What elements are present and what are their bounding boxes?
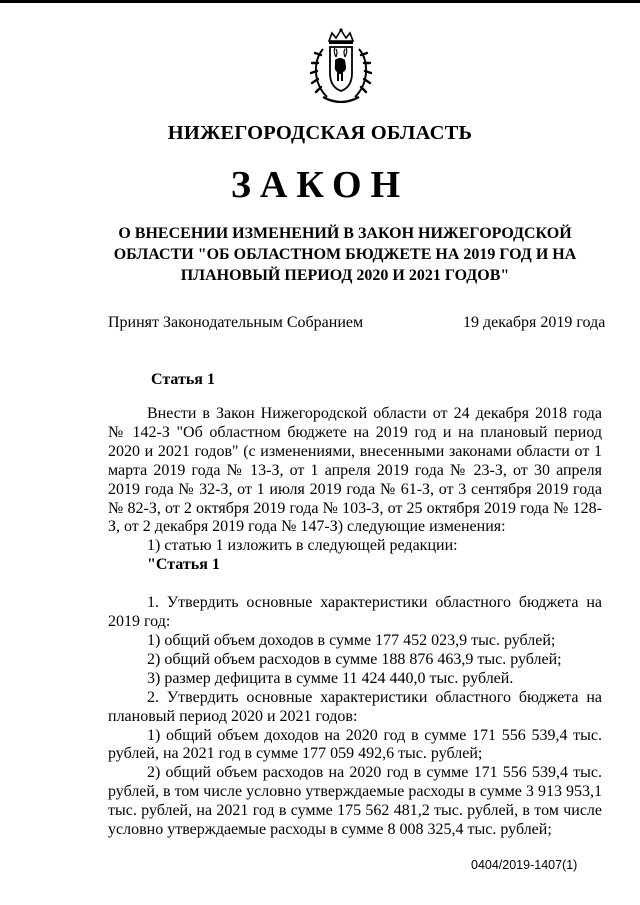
coat-of-arms-icon bbox=[301, 27, 381, 107]
paragraph-item: 1) статью 1 изложить в следующей редакции: bbox=[147, 537, 458, 555]
paragraph-gap bbox=[108, 575, 602, 594]
region-name: НИЖЕГОРОДСКАЯ ОБЛАСТЬ bbox=[167, 122, 473, 144]
paragraph-item: 2. Утвердить основные характеристики областного бюджета на плановый период 2020 и 2021 годов: bbox=[108, 688, 602, 725]
paragraph-item: 1) общий объем доходов в сумме 177 452 023,9 тыс. рублей; bbox=[147, 631, 556, 649]
law-title: О ВНЕСЕНИИ ИЗМЕНЕНИЙ В ЗАКОН НИЖЕГОРОДСКОЙ ОБЛАСТИ "ОБ ОБЛАСТНОМ БЮДЖЕТЕ НА 2019 ГОД И НА ПЛАНОВЫЙ ПЕРИОД 2020 И 2021 ГОДОВ" bbox=[113, 225, 577, 284]
quoted-article-heading: "Статья 1 bbox=[147, 556, 220, 574]
article-heading: Статья 1 bbox=[151, 371, 215, 388]
paragraph-amendment-intro: Внести в Закон Нижегородской области от 24 декабря 2018 года № 142-З "Об областном бюджете на 2019 год и на плановый период 2020 и 2021 годов" (с изменениями, внесенными законами области от 1 марта 2019 года № 13-З, от 1 апреля 2019 года № 23-З, от 30 апреля 2019 года № 32-З, от 1 июля 2019 года № 61-З, от 3 сентября 2019 года № 82-З, от 2 октября 2019 года № 103-З, от 25 октября 2019 года № 128-З, от 2 декабря 2019 года № 147-З) следующие изменения: bbox=[108, 405, 602, 536]
paragraph-item: 1) общий объем доходов на 2020 год в сумме 171 556 539,4 тыс. рублей, на 2021 год в сумме 177 059 492,6 тыс. рублей; bbox=[108, 726, 602, 763]
paragraph-item: 2) общий объем расходов на 2020 год в сумме 171 556 539,4 тыс. рублей, в том числе условно утверждаемые расходы в сумме 3 913 953,1 тыс. рублей, на 2021 год в сумме 175 562 481,2 тыс. рублей, в том числе условно утверждаемые расходы в сумме 8 008 325,4 тыс. рублей; bbox=[108, 764, 602, 839]
adopted-by: Принят Законодательным Собранием bbox=[108, 314, 364, 331]
document-type: ЗАКОН bbox=[230, 164, 410, 206]
paragraph-item: 2) общий объем расходов в сумме 188 876 463,9 тыс. рублей; bbox=[147, 650, 562, 668]
paragraph-item: 1. Утвердить основные характеристики областного бюджета на 2019 год: bbox=[108, 594, 602, 631]
document-code: 0404/2019-1407(1) bbox=[471, 858, 578, 872]
adopted-date: 19 декабря 2019 года bbox=[463, 314, 606, 331]
document-body bbox=[108, 405, 602, 840]
paragraph-item: 3) размер дефицита в сумме 11 424 440,0 тыс. рублей. bbox=[147, 669, 514, 687]
